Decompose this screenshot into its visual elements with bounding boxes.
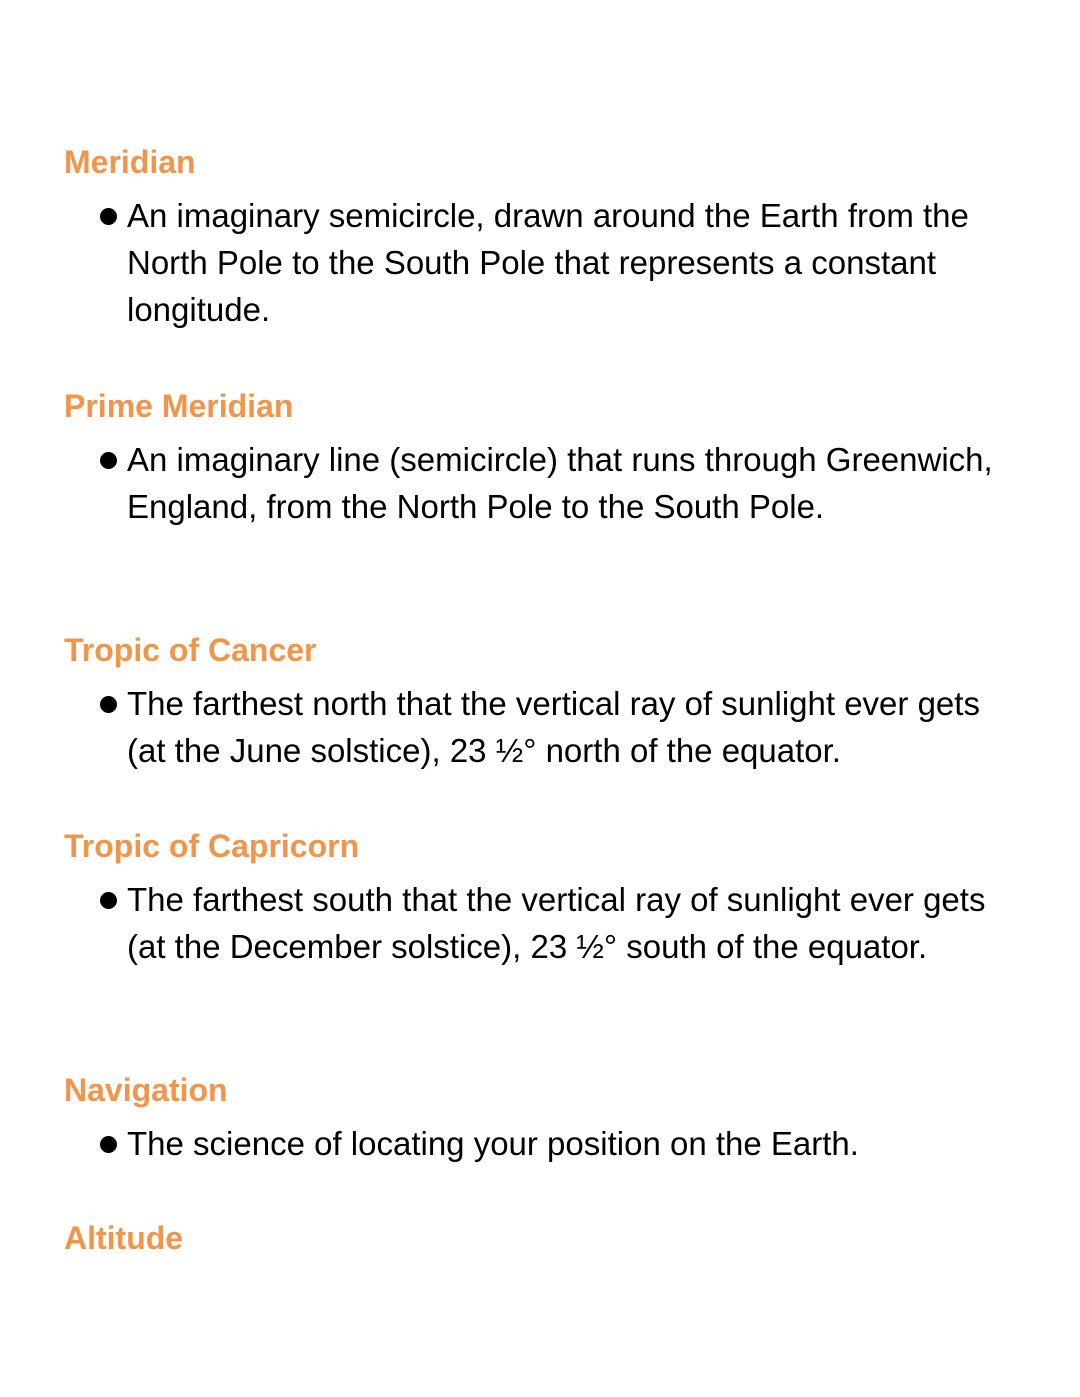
term-altitude [64, 1216, 1004, 1260]
bullet-icon [100, 452, 117, 469]
term-prime-meridian [64, 384, 1004, 530]
bullet-icon [100, 1136, 117, 1153]
definition-list [64, 876, 1004, 970]
bullet-icon [100, 892, 117, 909]
term-title: Tropic of Cancer [64, 632, 317, 668]
definition-list [64, 436, 1004, 530]
definition-text: The farthest south that the vertical ray of sunlight ever gets (at the December solstice), 23 ½° south of the equator. [127, 881, 986, 965]
definition-item [64, 680, 1004, 774]
term-tropic-of-capricorn [64, 824, 1004, 970]
bullet-icon [100, 696, 117, 713]
definition-item [64, 436, 1004, 530]
definition-list [64, 1120, 1004, 1167]
definition-text: The science of locating your position on the Earth. [127, 1125, 859, 1162]
term-title: Prime Meridian [64, 388, 294, 424]
definition-text: An imaginary semicircle, drawn around the Earth from the North Pole to the South Pole that represents a constant longitude. [127, 197, 969, 328]
term-navigation [64, 1068, 1004, 1167]
term-title: Tropic of Capricorn [64, 828, 360, 864]
definition-item [64, 1120, 1004, 1167]
definition-item [64, 876, 1004, 970]
definition-text: An imaginary line (semicircle) that runs through Greenwich, England, from the North Pole to the South Pole. [127, 441, 993, 525]
definition-list [64, 192, 1004, 333]
bullet-icon [100, 208, 117, 225]
term-tropic-of-cancer [64, 628, 1004, 774]
term-title: Altitude [64, 1220, 184, 1256]
term-title: Navigation [64, 1072, 228, 1108]
definition-item [64, 192, 1004, 333]
term-meridian [64, 140, 1004, 333]
definition-list [64, 680, 1004, 774]
definition-text: The farthest north that the vertical ray of sunlight ever gets (at the June solstice), 23 ½° north of the equator. [127, 685, 980, 769]
term-title: Meridian [64, 144, 196, 180]
